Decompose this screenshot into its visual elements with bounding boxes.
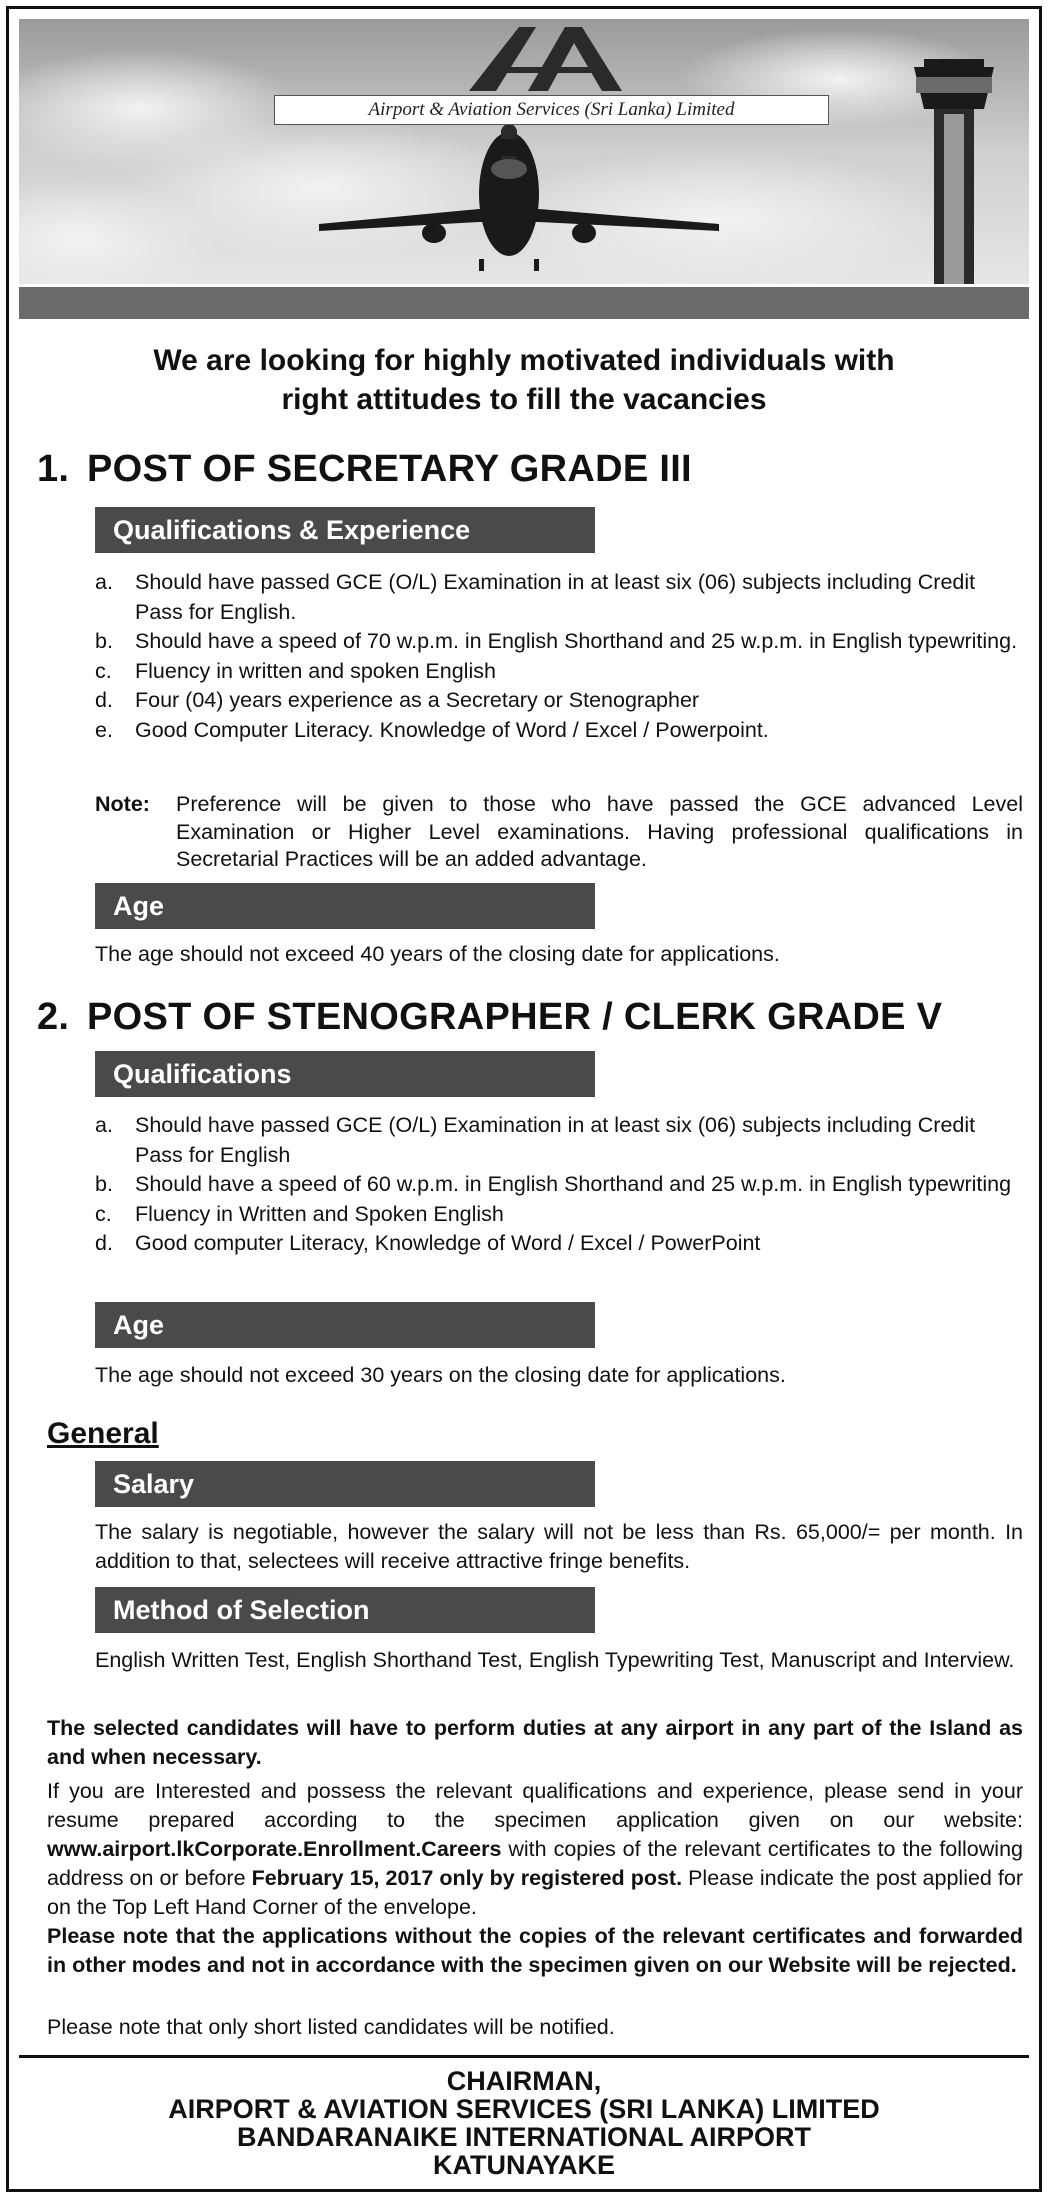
application-instructions: If you are Interested and possess the relevant qualifications and experience, please send in your resume prepared according to the specimen application given on our website: www.airport.lkCorporate.Enrollment.Careers with copies of the relevant certificates to the following address on or before February 15, 2017 only by registered post. Please indicate the post applied for on the Top Left Hand Corner of the envelope. <box>47 1779 1024 1919</box>
footer-divider <box>19 2055 1029 2058</box>
post-1-age-heading: Age <box>95 883 595 929</box>
selection-text: English Written Test, English Shorthand Test, English Typewriting Test, Manuscript and Interview. <box>95 1648 1015 1672</box>
post-1-title-text: POST OF SECRETARY GRADE III <box>87 448 692 490</box>
list-item: a. Should have passed GCE (O/L) Examination in at least six (06) subjects including Credit Pass for English. <box>95 570 976 624</box>
post-1-qualifications-heading: Qualifications & Experience <box>95 507 595 553</box>
company-name-logo-text: Airport & Aviation Services (Sri Lanka) Limited <box>274 95 829 125</box>
list-item: d. Good computer Literacy, Knowledge of Word / Excel / PowerPoint <box>95 1231 761 1255</box>
rejection-note: Please note that the applications without the copies of the relevant certificates and forwarded in other modes and not in accordance with the specimen given on our Website will be rejected. <box>47 1924 1023 1977</box>
post-1-title <box>37 447 692 491</box>
footer-line-2: AIRPORT & AVIATION SERVICES (SRI LANKA) LIMITED <box>168 2094 880 2124</box>
headline-line-2: right attitudes to fill the vacancies <box>281 383 767 416</box>
post-1-age-text: The age should not exceed 40 years of the closing date for applications. <box>95 942 780 966</box>
headline-line-1: We are looking for highly motivated individuals with <box>153 344 895 377</box>
post-1-note <box>95 791 1023 874</box>
aa-logo-icon <box>464 23 626 93</box>
list-item: c. Fluency in Written and Spoken English <box>95 1201 504 1226</box>
note-text: Preference will be given to those who have passed the GCE advanced Level Examination or Higher Level examinations. Having professional qualifications in Secretarial Practices will be an added advantage. <box>176 792 1023 871</box>
post-1-qualifications-list <box>95 568 1023 745</box>
post-2-qualifications-heading: Qualifications <box>95 1051 595 1097</box>
deadline: February 15, 2017 only by registered post. <box>251 1866 683 1890</box>
company-logo <box>464 23 626 93</box>
shortlist-note: Please note that only short listed candidates will be notified. <box>47 2015 615 2039</box>
list-item: b. Should have a speed of 70 w.p.m. in English Shorthand and 25 w.p.m. in English typewriting. <box>95 629 1018 653</box>
list-item: a. Should have passed GCE (O/L) Examination in at least six (06) subjects including Credit Pass for English <box>95 1113 976 1167</box>
banner-divider-bar <box>19 287 1029 319</box>
footer-line-3: BANDARANAIKE INTERNATIONAL AIRPORT <box>237 2122 811 2152</box>
general-heading: General <box>47 1417 159 1450</box>
list-item: b. Should have a speed of 60 w.p.m. in English Shorthand and 25 w.p.m. in English typewriting <box>95 1172 1012 1196</box>
post-2-age-text: The age should not exceed 30 years on the closing date for applications. <box>95 1363 786 1387</box>
list-item: d. Four (04) years experience as a Secretary or Stenographer <box>95 688 700 712</box>
post-2-age-heading: Age <box>95 1302 595 1348</box>
note-label: Note: <box>95 792 150 816</box>
duty-note: The selected candidates will have to perform duties at any airport in any part of the Island as and when necessary. <box>47 1716 1023 1769</box>
advertisement-page <box>6 6 1042 2192</box>
salary-heading: Salary <box>95 1461 595 1507</box>
footer-line-1: CHAIRMAN, <box>446 2066 602 2096</box>
list-item: e. Good Computer Literacy. Knowledge of Word / Excel / Powerpoint. <box>95 717 769 742</box>
list-item: c. Fluency in written and spoken English <box>95 658 496 683</box>
post-2-title <box>37 995 942 1039</box>
selection-heading: Method of Selection <box>95 1587 595 1633</box>
salary-text: The salary is negotiable, however the salary will not be less than Rs. 65,000/= per month. In addition to that, selectees will receive attractive fringe benefits. <box>95 1520 1023 1573</box>
footer-address <box>29 2067 1019 2179</box>
post-1-number: 1. <box>37 448 70 490</box>
post-2-number: 2. <box>37 996 70 1038</box>
header-banner <box>19 19 1029 284</box>
post-2-qualifications-list <box>95 1111 1023 1259</box>
post-2-title-text: POST OF STENOGRAPHER / CLERK GRADE V <box>87 996 943 1038</box>
footer-line-4: KATUNAYAKE <box>432 2150 616 2180</box>
website-link: www.airport.lkCorporate.Enrollment.Careers <box>47 1837 502 1861</box>
headline <box>29 341 1019 419</box>
